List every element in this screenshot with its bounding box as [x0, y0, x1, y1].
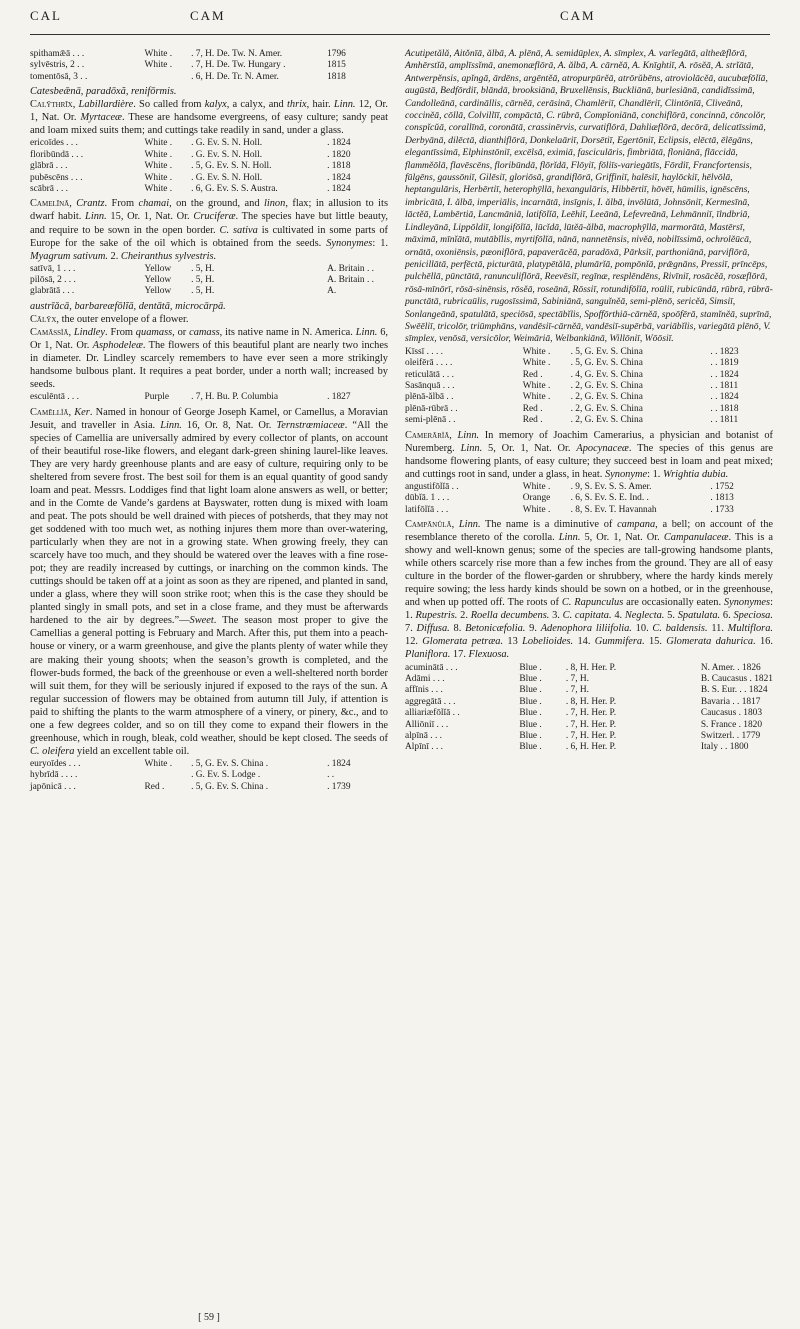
right-paragraph-2: Camerārĭā, Linn. In memory of Joachim Camerarius, a physician and botanist of Nuremberg. Linn. 5, Or. 1, Nat. Or. Apocynaceæ. The species of this genus are handsome flowering plants, of easy culture; they succeed best in loam and peat mixed; and cuttings root in sand, under a glass, in heat. Synonyme: 1. Wrightia dubia.	[405, 429, 774, 480]
table-cell: 1815	[327, 60, 346, 71]
table-cell: S. France . 1820	[700, 719, 763, 730]
table-row	[30, 161, 388, 172]
table-cell: Blue .	[519, 719, 542, 730]
table-row	[405, 347, 773, 358]
table-cell: White .	[522, 358, 551, 369]
left-column	[30, 48, 388, 795]
table-cell: . 5, G. Ev. S. China	[570, 358, 643, 369]
header-center-word: CAM	[190, 8, 226, 23]
left-paragraph-7: Cālȳx, the outer envelope of a flower.	[30, 313, 189, 325]
table-cell: floribūndā . . .	[30, 149, 84, 160]
table-row	[405, 505, 773, 516]
table-cell: . 2, G. Ev. S. China	[570, 415, 643, 426]
table-cell: . 1739	[327, 781, 351, 792]
table-cell: spithamǣā . . .	[30, 49, 85, 59]
table-cell: . 1827	[327, 392, 351, 403]
header-left-word: CAL	[30, 8, 62, 23]
table-row	[30, 184, 388, 195]
table-cell: plēnā-rūbrā . .	[405, 403, 458, 414]
table-cell: . 8, S. Ev. T. Havannah	[570, 504, 657, 515]
table-cell: . 7, H. De. Tw. N. Amer.	[191, 49, 283, 59]
acuminata-table	[405, 663, 773, 754]
table-cell: N. Amer. . 1826	[700, 662, 761, 673]
table-cell: Adāmi . . .	[405, 673, 445, 684]
table-cell: euryoīdes . . .	[30, 758, 81, 769]
table-cell: Purple	[144, 392, 170, 403]
table-cell: White .	[144, 161, 173, 172]
table-cell: . 8, H. Her. P.	[565, 696, 617, 707]
table-cell: sylvēstris, 2 . .	[30, 60, 85, 71]
table-cell: Red .	[144, 781, 165, 792]
table-row	[405, 415, 773, 426]
table-cell: . . 1824	[710, 392, 739, 403]
right-column	[405, 48, 773, 756]
table-row	[30, 150, 388, 161]
table-row	[30, 72, 388, 83]
table-row	[30, 60, 388, 71]
table-cell: . 7, H. Her. P.	[565, 730, 617, 741]
table-cell: semi-plēnā . .	[405, 415, 456, 426]
table-cell: Italy . . 1800	[700, 742, 749, 753]
table-cell: alpīnā . . .	[405, 730, 442, 741]
table-cell: Blue .	[519, 742, 542, 753]
table-cell: Red .	[522, 403, 543, 414]
table-row	[405, 404, 773, 415]
table-row	[30, 770, 388, 781]
table-cell: . 4, G. Ev. S. China	[570, 369, 643, 380]
table-cell: Blue .	[519, 673, 542, 684]
table-cell: . 9, S. Ev. S. S. Amer.	[570, 481, 652, 492]
table-cell: Sasānquā . . .	[405, 380, 455, 391]
table-row	[405, 674, 773, 685]
right-paragraph-4: Campānŭlā, Linn. The name is a diminutive of campana, a bell; on account of the resemblance thereto of the corolla. Linn. 5, Or. 1, Nat. Or. Campanulaceæ. This is a showy and well-known genus; some of the species are tall-growing handsome plants, while others scarcely rise more than a few inches from the ground. They are all of easy culture in the border of the flower-garden or shrubbery, where the hardy kinds merely require sowing; the less hardy kinds should be sown on a hotbed, or in the greenhouse, and when up potted off. The roots of C. Rapunculus are occasionally eaten. Synonymes: 1. Rupestris. 2. Roella decumbens. 3. C. capitata. 4. Neglecta. 5. Spatulata. 6. Speciosa. 7. Diffusa. 8. Betonicæfolia. 9. Adenophora liliifolia. 10. C. baldensis. 11. Multiflora. 12. Glomerata petræa. 13 Lobelioides. 14. Gummifera. 15. Glomerata dahurica. 16. Planiflora. 17. Flexuosa.	[405, 519, 774, 661]
table-cell: Blue .	[519, 685, 542, 696]
left-paragraph-2: Calȳthrīx, Labillardière. So called from kalyx, a calyx, and thrix, hair. Linn. 12, Or. 1, Nat. Or. Myrtaceæ. These are handsome evergreens, of easy culture; sandy peat and loam mixed suits them; and cuttings take readily in sand, under a glass.	[30, 99, 388, 137]
header-rule	[30, 34, 770, 35]
table-cell: . G. Ev. S. N. Holl.	[191, 138, 263, 149]
table-cell: . 6, H. De. Tr. N. Amer.	[191, 71, 279, 82]
table-row	[30, 782, 388, 793]
table-row	[405, 720, 773, 731]
table-cell: Caucasus . 1803	[700, 708, 763, 719]
table-cell: . . 1824	[710, 369, 739, 380]
table-cell: . 6, S. Ev. S. E. Ind. .	[570, 493, 649, 504]
spithamaea-table	[30, 49, 388, 83]
table-cell: . G. Ev. S. N. Holl.	[191, 149, 263, 160]
table-row	[405, 685, 773, 696]
ericoides-table	[30, 138, 388, 195]
table-cell: 1796	[327, 49, 346, 59]
table-row	[405, 358, 773, 369]
table-cell: . . 1818	[710, 403, 739, 414]
table-cell: White .	[144, 172, 173, 183]
table-cell: . . 1811	[710, 415, 739, 426]
table-cell: White .	[144, 758, 173, 769]
table-cell: . 1824	[327, 138, 351, 149]
table-cell: . . 1819	[710, 358, 739, 369]
table-cell: . 6, G. Ev. S. S. Austra.	[191, 184, 278, 195]
table-row	[405, 392, 773, 403]
table-cell: . 2, G. Ev. S. China	[570, 392, 643, 403]
table-cell: A. Britain . .	[327, 275, 374, 286]
table-cell: Alpīnī . . .	[405, 742, 444, 753]
table-cell: aggregātā . . .	[405, 696, 456, 707]
table-cell: . 5, H.	[191, 286, 215, 297]
table-cell: dūbĭā. 1 . . .	[405, 493, 450, 504]
table-cell: pilōsā, 2 . . .	[30, 275, 76, 286]
table-row	[405, 370, 773, 381]
sativa-table	[30, 264, 388, 298]
table-cell: . 7, H. Bu. P. Columbia	[191, 392, 279, 403]
table-row	[405, 742, 773, 753]
table-cell: White .	[522, 380, 551, 391]
table-cell: affīnis . . .	[405, 685, 443, 696]
table-cell: japōnicā . . .	[30, 781, 76, 792]
table-cell: . 1824	[327, 184, 351, 195]
table-cell: . . 1811	[710, 380, 739, 391]
table-cell: Alliōniī . . .	[405, 719, 449, 730]
table-cell: esculēntā . . .	[30, 392, 79, 403]
table-cell: . . 1823	[710, 346, 739, 357]
table-cell: Yellow	[144, 275, 172, 286]
table-cell: White .	[522, 346, 551, 357]
table-cell: tomentōsā, 3 . .	[30, 71, 88, 82]
table-cell: . 2, G. Ev. S. China	[570, 403, 643, 414]
table-cell: scābrā . . .	[30, 184, 69, 195]
table-cell: A. Britain . .	[327, 263, 374, 274]
table-cell: glābrā . . .	[30, 161, 68, 172]
table-row	[405, 493, 773, 504]
table-cell: White .	[144, 49, 173, 59]
table-row	[30, 275, 388, 286]
header-right-word: CAM	[560, 8, 596, 23]
table-cell: . 1733	[710, 504, 734, 515]
table-cell: 1818	[327, 71, 346, 82]
table-row	[30, 759, 388, 770]
table-cell: White .	[144, 149, 173, 160]
table-cell: oleifērā . . . .	[405, 358, 453, 369]
left-paragraph-8: Camāssĭā, Lindley. From quamass, or camass, its native name in N. America. Linn. 6, Or 1, Nat. Or. Asphodeleæ. The flowers of this beautiful plant are nearly two inches in diameter. Dr. Lindley scarcely remembers to have ever seen a more strikingly handsome bulbous plant. It requires a peat border, under a north wall; increased by seeds.	[30, 326, 388, 391]
table-cell: B. Caucasus . 1821	[700, 673, 773, 684]
table-cell: White .	[522, 392, 551, 403]
table-cell: White .	[144, 138, 173, 149]
table-cell: Blue .	[519, 708, 542, 719]
table-cell: Red .	[522, 415, 543, 426]
angustifolia-table	[405, 482, 773, 516]
table-cell: . 1824	[327, 172, 351, 183]
table-cell	[145, 770, 192, 781]
table-cell: acuminātā . . .	[405, 662, 458, 673]
table-cell: . 6, H. Her. P.	[565, 742, 617, 753]
table-cell: . 1818	[327, 161, 351, 172]
table-cell: glabrātā . . .	[30, 286, 75, 297]
table-cell: . .	[327, 770, 335, 781]
table-cell: plēnā-ălbā . .	[405, 392, 454, 403]
table-cell: . 5, G. Ev. S. N. Holl.	[191, 161, 272, 172]
table-cell: . 8, H. Her. P.	[565, 662, 617, 673]
table-row	[405, 482, 773, 493]
table-cell: hybrīdā . . . .	[30, 770, 78, 781]
table-cell: Red .	[522, 369, 543, 380]
table-cell: . 1813	[710, 493, 734, 504]
euryoides-table	[30, 759, 388, 793]
table-cell: . 5, G. Ev. S. China	[570, 346, 643, 357]
table-cell: Blue .	[519, 662, 542, 673]
right-paragraph-0: Acutipetălă, Aitǒnīā, ălbā, A. plēnā, A. semidūplex, A. sīmplex, A. varĭegātā, altheǣflōrā, Amhērstĭā, amplīssĭmā, anemonæflōrā, A. ălbā, A. cārnĕā, A. Knīghtiī, A. rōsĕā, A. strĭātā, Antwerpĕnsis, apĭngā, ārdēns, argēntĕā, atropurpūrĕā, atrōrŭbēns, atroviolācĕā, aucubæfōlĭā, augūstā, Bedfōrdiī, blāndā, brooksiānā, Bruxellēnsis, Buckliānā, burlesiānā, candidīssimā, Candolleānā, cardināllis, cārnĕā, cerāsinā, Chamlēriī, Chandlēriī, Clintōnīā, Cliveānā, coccinĕā, cōllā, Colvillīī, compāctā, C. rūbrā, Compĭoniānā, conchiflōrā, concinnā, cōncolŏr, conspĭcŭā, corallīnā, coronātā, crassinērvis, curvatiflōrā, Dahliæflōrā, decōrā, delicatīssimā, Derbyānā, dilēctā, dianthiflōrā, Donkelaāriī, Dorsētiī, Egertōniī, Eclipsis, elēctā, ēlēgāns, elegantīssimā, Elphinstōniī, excēlsā, eximiā, fasciculāris, fimbriātā, floniānā, flāccidā, flammĕōlā, flavēscēns, floribūndā, flōrĭdā, Flōyiī, fōliīs-variegātīs, Fōrdiī, Francfortensis, fūlgēns, gaussōniī, Gilēsiī, gloriōsā, grandiflōrā, Griffiniī, halēsiī, haylōckiī, hēlvōlā, heptangulāris, Herbērtiī, heterophȳllā, hexangulāris, Hibbērtiī, hōvēī, hūmilis, ignēscēns, imbricātā, I. ălbā, imperiālis, incarnātā, insīgnis, I. ălbā, invōlūtā, Johnsōniī, Kermesīnā, lāctĕā, Lambērtiā, Lancmāniā, latifōlĭā, Leēhiī, Leeānā, Lefevreānā, Lehmānniī, īlndbriā, Lindleyānā, Lippōldiī, longifōlĭā, lūcĭdā, lūtĕā-ălbā, macrophȳllā, marmorātā, Mastērsī, māximā, mīnĭātā, mutābĭlis, myrtifōlĭā, nānā, nannetēnsis, nivĕā, nobilīssimā, ochrolĕūcā, ornātā, oxoniēnsis, pæoniflōrā, papaverācĕā, paradōxā, Pārksiī, parthoniānā, parviflōrā, penicillātā, perfēctā, picturātā, platypētălā, plumārĭā, pompōnĭā, prǣgnāns, Pressiī, prīncēps, pulchēllā, pūnctātā, ranunculiflōrā, Reevēsiī, regīnæ, resplēndēns, Rivīniī, rosācĕā, rosæflōrā, rōsā-mīnōrī, rōsā-sinēnsis, rōsĕā, roseānā, Rōssiī, rotundifōlĭā, roūliī, rubicūndā, rūbrā, rūbrā-punctātā, rubricaūlis, rugosīssimā, Sabiniānā, sanguĭnĕā, semi-plēnō, sericĕā, Simsiī, Sonlangeānā, spatulātā, speciōsā, spectābĭlis, Spoffōrthiā-cārnĕā, spoōfērā, stamĭnĕā, suprīnā, Swēēliī, tricolōr, triūmphāns, vandēsiī-cārnĕā, vandēsiī-supērbā, variābĭlis, variegātā plēnō, V. sīmplex, venōsā, versicōlor, Weimāriā, Welbankiānā, Willōniī, Wōōsiī.	[405, 48, 773, 345]
table-cell: . 5, G. Ev. S. China .	[191, 781, 269, 792]
table-cell: White .	[522, 504, 551, 515]
table-cell: . 7, H.	[565, 673, 589, 684]
table-cell: . 5, H.	[191, 275, 215, 286]
table-row	[30, 138, 388, 149]
table-row	[405, 381, 773, 392]
table-row	[30, 264, 388, 275]
left-paragraph-4: Camelīnā, Crantz. From chamai, on the ground, and linon, flax; in allusion to its dwarf habit. Linn. 15, Or. 1, Nat. Or. Cruciferæ. The species have but little beauty, and require to be sown in the open border. C. sativa is cultivated in some parts of Europe for the sake of the oil which is obtained from the seeds. Synonymes: 1. Myagrum sativum. 2. Cheiranthus sylvestris.	[30, 198, 389, 262]
table-row	[405, 697, 773, 708]
table-row	[30, 392, 388, 403]
table-cell: Kīssī . . . .	[405, 346, 444, 357]
table-cell: White .	[144, 184, 173, 195]
table-cell: Blue .	[519, 696, 542, 707]
table-row	[30, 49, 388, 60]
table-cell	[145, 72, 192, 83]
table-cell: White .	[144, 60, 173, 71]
running-header	[0, 0, 800, 40]
table-cell: . 5, H.	[191, 263, 215, 274]
left-paragraph-10: Camēllĭā, Ker. Named in honour of George Joseph Kamel, or Camellus, a Moravian Jesuit, and traveller in Asia. Linn. 16, Or. 8, Nat. Or. Ternstrœmiaceæ. “All the species of Camellia are universally admired by every collector of plants, on account of their beautiful rose-like flowers, and elegant dark-green shining laurel-like leaves. They are very hardy greenhouse plants and are easy of culture, requiring only to be sheltered from severe frost. The best soil for them is an equal quantity of good sandy loam and peat. Messrs. Loddiges find that light loam alone answers as well, or better; and in the Comte de Vande’s gardens at Bayswater, rotten dung is mixed with loam and peat. The pots should be well drained with pieces of potsherds, that they may not get soddened with too much wet, as nothing injures them more than over-watering, particularly when they are not in a growing state. When growing freely, they can scarcely have too much, and they should be watered over the leaves with a fine rose-pot; they are readily increased by cuttings, or inarching on the common kinds. The cuttings should be taken off at a joint as soon as they are ripened, and planted in sand, under a glass, where they will soon strike root; when this is the case they should be planted singly in small pots, and set in a close frame, and they must be afterwards hardened to the air by degrees.”—Sweet. The season most proper to give the Camellias a general potting is February and March. After this, put them into a peach-house or vinery, or a warm greenhouse, and give the plants plenty of water while they are making their young shoots; when the season’s growth is completed, and the flower-buds formed, the back of the greenhouse or even a well-sheltered north border will suit them, for they will be seriously injured if exposed to the rays of the sun. A regular succession of flowers may be obtained from autumn till July, if attention is paid to shifting the plants to the warm atmosphere of a vinery, or pinery, &c., and to one a few degrees colder, and so on till they come to expand their flowers in the greenhouse, which in rough, bleak, cold weather, should be kept closed. The seeds of C. oleifera yield an excellent table oil.	[30, 406, 388, 757]
table-cell: . 7, H.	[565, 685, 589, 696]
table-cell: . 1820	[327, 149, 351, 160]
left-paragraph-1: Catesbeǣnā, paradōxă, renifōrmis.	[30, 86, 177, 98]
kissi-table	[405, 347, 773, 427]
page-number: [ 59 ]	[198, 1312, 220, 1323]
table-row	[30, 286, 388, 297]
table-cell: . 7, H. Her. P.	[565, 708, 617, 719]
table-cell: B. S. Eur. . . 1824	[700, 685, 768, 696]
table-cell: Yellow	[144, 263, 172, 274]
table-row	[405, 731, 773, 742]
table-cell: . G. Ev. S. N. Holl.	[191, 172, 263, 183]
esculenta-table	[30, 392, 388, 403]
table-cell: ericoīdes . . .	[30, 138, 78, 149]
table-cell: Switzerl. . 1779	[700, 730, 761, 741]
table-cell: Orange	[522, 493, 551, 504]
table-cell: alliariæfōlĭā . .	[405, 708, 460, 719]
table-row	[30, 173, 388, 184]
table-cell: pubēscēns . . .	[30, 172, 83, 183]
table-cell: . 1824	[327, 758, 351, 769]
table-row	[405, 708, 773, 719]
table-row	[405, 663, 773, 674]
table-cell: White .	[522, 481, 551, 492]
left-paragraph-6: austrīǎcā, barbareæfōlĭā, dentātā, microcārpā.	[30, 300, 226, 312]
table-cell: . 1752	[710, 481, 734, 492]
table-cell: . 2, G. Ev. S. China	[570, 380, 643, 391]
table-cell: A.	[327, 286, 337, 297]
table-cell: angustifōlĭā . .	[405, 481, 459, 492]
table-cell: latifōlĭā . . .	[405, 504, 449, 515]
table-cell: Bavaria . . 1817	[700, 696, 761, 707]
table-cell: reticulātā . . .	[405, 369, 454, 380]
table-cell: . 5, G. Ev. S. China .	[191, 758, 269, 769]
table-cell: . 7, H. De. Tw. Hungary .	[191, 60, 286, 71]
table-cell: Blue .	[519, 730, 542, 741]
table-cell: . G. Ev. S. Lodge .	[191, 770, 261, 781]
table-cell: satīvā, 1 . . .	[30, 263, 76, 274]
table-cell: Yellow	[144, 286, 172, 297]
table-cell: . 7, H. Her. P.	[565, 719, 617, 730]
